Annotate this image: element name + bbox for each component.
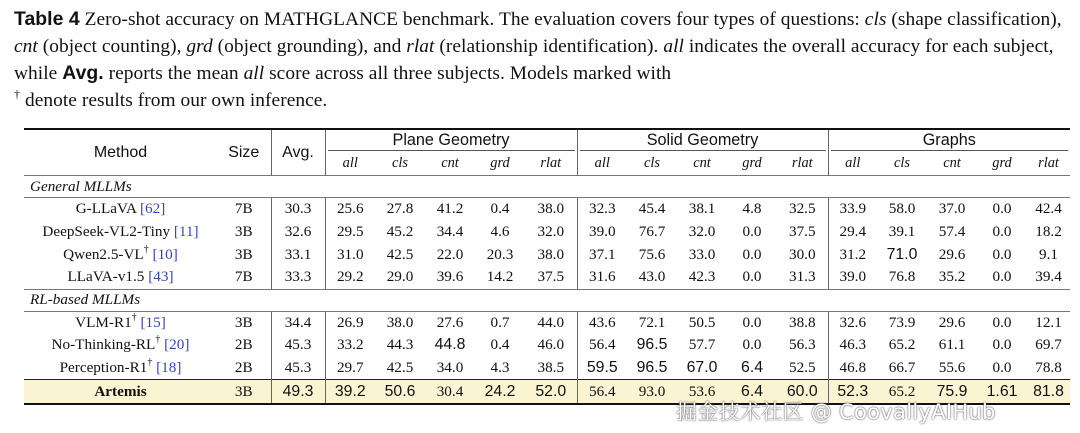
score-cell: 32.3 — [588, 200, 616, 218]
score-cell: 32.0 — [688, 223, 716, 241]
score-cell: 42.5 — [386, 359, 414, 377]
score-cell: 39.2 — [325, 380, 375, 404]
score-cell: 33.2 — [336, 336, 364, 354]
citation-link[interactable]: [10] — [152, 245, 178, 263]
score-cell: 12.1 — [1035, 313, 1062, 331]
table-row — [24, 266, 1070, 289]
score-cell: 0.0 — [742, 336, 762, 354]
score-cell: 46.0 — [525, 334, 577, 357]
score-cell: 9.1 — [1039, 245, 1059, 263]
score-cell: 29.4 — [839, 223, 867, 241]
table-caption: Table 4 Zero-shot accuracy on MATHGLANCE benchmark. The evaluation covers four types of questions: cls (shape classification), cnt (object counting), grd (object grounding), and rlat (relationship identification). all indicates the overall accuracy for each subject, while Avg. reports the mean all score across all three subjects. Models marked with † denote results from our own inference. — [14, 8, 1062, 111]
score-cell: 67.0 — [686, 359, 718, 377]
score-cell: 30.4 — [425, 380, 475, 404]
score-cell: 37.5 — [525, 266, 577, 289]
score-cell: 81.8 — [1027, 380, 1070, 404]
method-cell — [24, 357, 217, 380]
score-cell: 0.4 — [490, 200, 510, 218]
score-cell: 0.0 — [992, 223, 1012, 241]
score-cell: 72.1 — [638, 313, 666, 331]
score-cell: 39.6 — [436, 268, 464, 286]
avg-header: Avg. — [271, 129, 325, 176]
watermark: 掘金技术社区 @ CoovallyAIHub — [676, 400, 996, 424]
citation-link[interactable]: [11] — [173, 223, 199, 241]
score-cell: 39.4 — [1035, 268, 1062, 286]
score-cell: 0.0 — [742, 223, 762, 241]
sub-header: grd — [992, 155, 1012, 172]
score-cell: 44.3 — [386, 336, 414, 354]
score-cell: 4.8 — [742, 200, 762, 218]
score-cell: 76.8 — [888, 268, 916, 286]
score-cell: 35.2 — [938, 268, 966, 286]
score-cell: 58.0 — [888, 200, 916, 218]
score-cell: 32.6 — [839, 313, 867, 331]
score-cell: 27.8 — [386, 200, 414, 218]
avg-cell: 45.3 — [271, 357, 325, 380]
sub-header: all — [342, 155, 358, 172]
score-cell: 71.0 — [886, 245, 918, 263]
score-cell: 37.0 — [938, 200, 966, 218]
score-cell: 0.0 — [992, 313, 1012, 331]
score-cell: 31.6 — [588, 268, 616, 286]
method-header: Method — [24, 129, 217, 176]
score-cell: 0.7 — [490, 313, 510, 331]
section-label: General MLLMs — [24, 176, 1070, 198]
score-cell: 44.0 — [525, 311, 577, 334]
score-cell: 14.2 — [486, 268, 514, 286]
avg-cell: 45.3 — [271, 334, 325, 357]
score-cell: 4.3 — [490, 359, 510, 377]
score-cell: 75.9 — [927, 380, 977, 404]
score-cell: 30.0 — [777, 243, 828, 266]
score-cell: 31.0 — [336, 245, 364, 263]
method-cell — [24, 334, 217, 357]
score-cell: 0.0 — [742, 245, 762, 263]
sub-header: cls — [392, 155, 408, 172]
avg-cell: 49.3 — [271, 380, 325, 404]
size-cell: 3B — [234, 245, 253, 263]
score-cell: 6.4 — [741, 359, 763, 377]
score-cell: 52.5 — [777, 357, 828, 380]
score-cell: 41.2 — [436, 200, 464, 218]
avg-cell: 32.6 — [271, 221, 325, 244]
score-cell: 69.7 — [1035, 336, 1062, 354]
dagger-mark: † — [143, 243, 149, 255]
score-cell: 50.6 — [375, 380, 425, 404]
score-cell: 59.5 — [586, 359, 618, 377]
score-cell: 0.0 — [992, 268, 1012, 286]
dagger-mark: † — [147, 357, 153, 369]
sub-header: cls — [894, 155, 911, 172]
score-cell: 38.8 — [777, 311, 828, 334]
score-cell: 33.9 — [839, 200, 867, 218]
group-header-graphs: Graphs — [828, 129, 1070, 153]
method-name: DeepSeek-VL2-Tiny — [42, 223, 171, 241]
section-row — [24, 289, 1070, 311]
score-cell: 37.5 — [777, 221, 828, 244]
score-cell: 34.4 — [436, 223, 464, 241]
score-cell: 50.5 — [688, 313, 716, 331]
score-cell: 38.5 — [525, 357, 577, 380]
score-cell: 61.1 — [938, 336, 966, 354]
table-label: Table 4 — [14, 8, 80, 30]
score-cell: 44.8 — [434, 336, 466, 354]
score-cell: 42.3 — [688, 268, 716, 286]
size-cell: 3B — [234, 313, 253, 331]
score-cell: 56.4 — [588, 336, 616, 354]
method-name: VLM-R1 — [75, 313, 132, 331]
group-header-plane: Plane Geometry — [325, 129, 577, 153]
score-cell: 26.9 — [336, 313, 364, 331]
results-table — [24, 128, 1070, 405]
score-cell: 22.0 — [436, 245, 464, 263]
method-name: Perception-R1 — [59, 359, 148, 377]
score-cell: 24.2 — [475, 380, 525, 404]
sub-header: rlat — [1038, 155, 1059, 172]
score-cell: 75.6 — [638, 245, 666, 263]
score-cell: 57.4 — [938, 223, 966, 241]
table-row — [24, 221, 1070, 244]
score-cell: 0.0 — [992, 245, 1012, 263]
score-cell: 0.0 — [992, 200, 1012, 218]
citation-link[interactable]: [20] — [164, 336, 190, 354]
score-cell: 39.1 — [888, 223, 916, 241]
score-cell: 52.0 — [525, 380, 577, 404]
score-cell: 42.5 — [386, 245, 414, 263]
method-name: G-LLaVA — [75, 200, 137, 218]
score-cell: 0.0 — [742, 313, 762, 331]
score-cell: 96.5 — [636, 336, 668, 354]
score-cell: 0.4 — [490, 336, 510, 354]
dagger-mark: † — [131, 311, 137, 323]
sub-header: cnt — [441, 155, 459, 172]
score-cell: 43.6 — [588, 313, 616, 331]
sub-header: cnt — [943, 155, 961, 172]
sub-header: all — [845, 155, 861, 172]
score-cell: 27.6 — [436, 313, 464, 331]
method-cell — [24, 243, 217, 266]
score-cell: 29.6 — [938, 245, 966, 263]
method-cell — [24, 221, 217, 244]
score-cell: 53.6 — [677, 380, 727, 404]
score-cell: 38.1 — [688, 200, 716, 218]
score-cell: 0.0 — [992, 359, 1012, 377]
sub-header: rlat — [777, 153, 828, 176]
avg-cell: 34.4 — [271, 311, 325, 334]
sub-header: all — [594, 155, 610, 172]
citation-link[interactable]: [15] — [140, 313, 166, 331]
method-cell — [24, 380, 217, 404]
score-cell: 29.7 — [336, 359, 364, 377]
score-cell: 39.0 — [839, 268, 867, 286]
score-cell: 38.0 — [525, 198, 577, 221]
method-name: Artemis — [94, 382, 147, 400]
table-row — [24, 198, 1070, 221]
sub-header: cnt — [693, 155, 711, 172]
table-row — [24, 311, 1070, 334]
group-header-solid: Solid Geometry — [577, 129, 828, 153]
score-cell: 33.0 — [688, 245, 716, 263]
table-row — [24, 334, 1070, 357]
method-cell — [24, 311, 217, 334]
score-cell: 57.7 — [688, 336, 716, 354]
sub-header: grd — [742, 155, 762, 172]
score-cell: 25.6 — [336, 200, 364, 218]
score-cell: 42.4 — [1035, 200, 1062, 218]
score-cell: 29.0 — [386, 268, 414, 286]
size-cell: 7B — [234, 268, 253, 286]
score-cell: 73.9 — [888, 313, 916, 331]
avg-cell: 33.1 — [271, 243, 325, 266]
score-cell: 43.0 — [638, 268, 666, 286]
score-cell: 46.8 — [839, 359, 867, 377]
score-cell: 4.6 — [490, 223, 510, 241]
score-cell: 37.1 — [588, 245, 616, 263]
citation-link[interactable]: [18] — [156, 359, 182, 377]
score-cell: 60.0 — [777, 380, 828, 404]
score-cell: 1.61 — [977, 380, 1027, 404]
sub-header: cls — [644, 155, 661, 172]
score-cell: 45.2 — [386, 223, 414, 241]
score-cell: 93.0 — [627, 380, 677, 404]
citation-link[interactable]: [62] — [139, 200, 166, 218]
score-cell: 78.8 — [1035, 359, 1062, 377]
score-cell: 56.4 — [577, 380, 627, 404]
score-cell: 38.0 — [386, 313, 414, 331]
score-cell: 65.2 — [888, 336, 916, 354]
sub-header: rlat — [525, 153, 577, 176]
avg-cell: 33.3 — [271, 266, 325, 289]
method-name: Qwen2.5-VL — [63, 245, 144, 263]
size-header: Size — [217, 129, 271, 176]
sub-header: grd — [490, 155, 510, 172]
score-cell: 32.5 — [777, 198, 828, 221]
score-cell: 66.7 — [888, 359, 916, 377]
section-row — [24, 176, 1070, 198]
score-cell: 29.5 — [336, 223, 364, 241]
score-cell: 29.6 — [938, 313, 966, 331]
score-cell: 29.2 — [336, 268, 364, 286]
size-cell: 7B — [234, 200, 253, 218]
score-cell: 6.4 — [727, 380, 777, 404]
header-row — [24, 129, 1070, 153]
score-cell: 34.0 — [436, 359, 464, 377]
size-cell: 3B — [217, 380, 271, 404]
method-cell — [24, 198, 217, 221]
score-cell: 76.7 — [638, 223, 666, 241]
score-cell: 0.0 — [992, 336, 1012, 354]
dagger-mark: † — [155, 334, 161, 346]
score-cell: 0.0 — [742, 268, 762, 286]
size-cell: 3B — [234, 223, 253, 241]
score-cell: 18.2 — [1035, 223, 1062, 241]
section-label: RL-based MLLMs — [24, 289, 1070, 311]
table-row — [24, 357, 1070, 380]
score-cell: 31.2 — [839, 245, 867, 263]
table-row — [24, 243, 1070, 266]
score-cell: 31.3 — [777, 266, 828, 289]
score-cell: 45.4 — [638, 200, 666, 218]
score-cell: 55.6 — [938, 359, 966, 377]
citation-link[interactable]: [43] — [148, 268, 174, 286]
score-cell: 39.0 — [588, 223, 616, 241]
method-name: LLaVA-v1.5 — [67, 268, 145, 286]
score-cell: 96.5 — [636, 359, 668, 377]
score-cell: 32.0 — [525, 221, 577, 244]
score-cell: 38.0 — [525, 243, 577, 266]
avg-cell: 30.3 — [271, 198, 325, 221]
method-cell — [24, 266, 217, 289]
score-cell: 52.3 — [828, 380, 877, 404]
size-cell: 2B — [234, 359, 253, 377]
size-cell: 2B — [234, 336, 253, 354]
score-cell: 20.3 — [486, 245, 514, 263]
score-cell: 65.2 — [877, 380, 927, 404]
score-cell: 56.3 — [777, 334, 828, 357]
method-name: No-Thinking-RL — [51, 336, 156, 354]
score-cell: 46.3 — [839, 336, 867, 354]
